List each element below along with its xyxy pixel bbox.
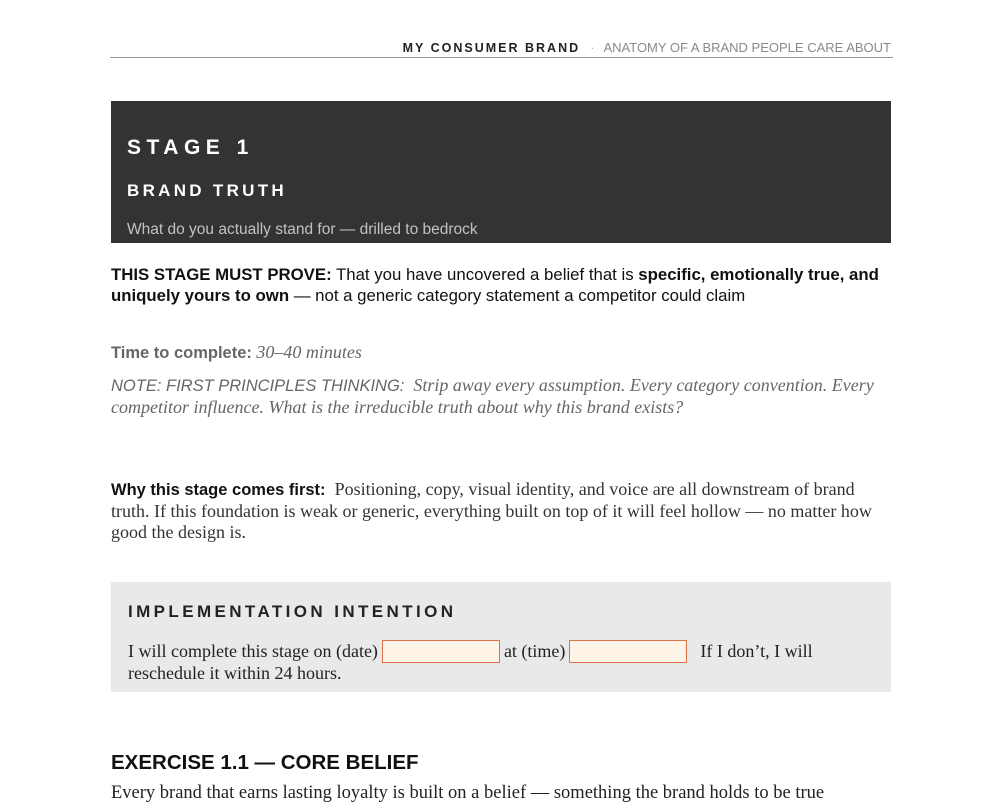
- prove-text-1: That you have uncovered a belief that is: [331, 265, 639, 284]
- prove-emphasis: specific, emotionally true, and uniquely yours to own: [111, 265, 879, 305]
- intention-body: [128, 640, 880, 684]
- note: [111, 375, 891, 418]
- stage-must-prove: [111, 264, 891, 306]
- why-first: [111, 479, 891, 543]
- time-to-complete: [111, 342, 891, 364]
- running-header: [110, 40, 893, 58]
- exercise-title: EXERCISE 1.1 — CORE BELIEF: [111, 751, 419, 774]
- stage-title: BRAND TRUTH: [127, 181, 288, 200]
- date-input[interactable]: [382, 640, 500, 663]
- note-label: NOTE: FIRST PRINCIPLES THINKING:: [111, 377, 405, 395]
- prove-label: THIS STAGE MUST PROVE:: [111, 265, 332, 284]
- prove-text-2: — not a generic category statement a competitor could claim: [289, 286, 746, 305]
- header-separator: ·: [590, 40, 595, 55]
- time-value: 30–40 minutes: [256, 342, 362, 362]
- note-text: Strip away every assumption. Every category convention. Every competitor influence. What is the irreducible truth about why this brand exists?: [111, 375, 874, 417]
- stage-number: STAGE 1: [127, 136, 254, 159]
- intention-text-time: at (time): [503, 641, 566, 661]
- why-label: Why this stage comes first:: [111, 481, 326, 499]
- time-label: Time to complete:: [111, 344, 252, 362]
- why-text: Positioning, copy, visual identity, and voice are all downstream of brand truth. If this foundation is weak or generic, everything built on top of it will feel hollow — no matter how good the design is.: [111, 479, 872, 542]
- stage-banner: [111, 101, 891, 243]
- intention-heading: IMPLEMENTATION INTENTION: [128, 602, 457, 621]
- stage-subtitle: What do you actually stand for — drilled to bedrock: [127, 221, 478, 238]
- implementation-intention-box: [111, 582, 891, 692]
- time-input[interactable]: [569, 640, 687, 663]
- exercise-intro: Every brand that earns lasting loyalty is built on a belief — something the brand holds to be true: [111, 783, 825, 803]
- document-subtitle: ANATOMY OF A BRAND PEOPLE CARE ABOUT: [603, 40, 891, 55]
- intention-text-date: I will complete this stage on (date): [128, 641, 378, 661]
- brand-name: MY CONSUMER BRAND: [402, 41, 581, 55]
- intention-text-after: If I don’t, I will reschedule it within 24 hours.: [128, 641, 813, 683]
